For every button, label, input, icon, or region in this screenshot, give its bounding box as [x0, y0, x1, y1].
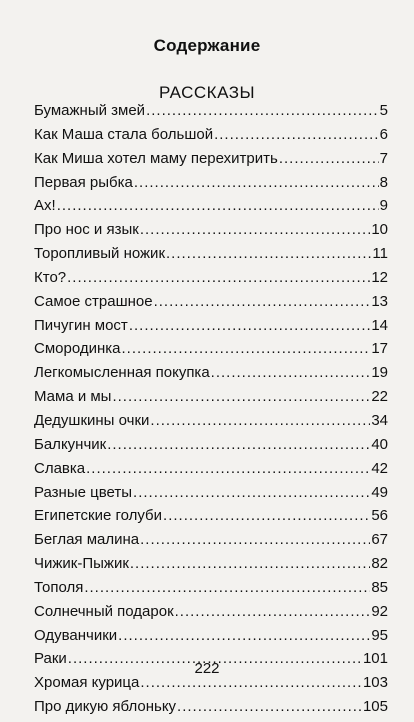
dot-leader: [177, 698, 362, 715]
toc-entry-page: 11: [372, 245, 388, 263]
toc-entry-title: Славка: [34, 459, 86, 477]
toc-entry-title: Легкомысленная покупка: [34, 364, 210, 382]
toc-entry-title: Тополя: [34, 578, 84, 596]
toc-entry-title: Первая рыбка: [34, 173, 133, 191]
toc-entry: [34, 245, 388, 269]
dot-leader: [67, 269, 370, 286]
toc-entry-page: 42: [371, 459, 388, 477]
toc-entry: [34, 364, 388, 388]
dot-leader: [57, 197, 379, 214]
toc-entry: [34, 507, 388, 531]
toc-entry-title: Разные цветы: [34, 483, 133, 501]
toc-entry-page: 40: [371, 435, 388, 453]
dot-leader: [140, 221, 370, 238]
toc-entry-title: Пичугин мост: [34, 316, 128, 334]
section-heading: РАССКАЗЫ: [158, 83, 256, 102]
dot-leader: [118, 627, 370, 644]
toc-entry-page: 103: [362, 674, 388, 692]
toc-entry-title: Торопливый ножик: [34, 245, 166, 263]
toc-entry-title: Мама и мы: [34, 388, 112, 406]
toc-entry: [34, 340, 388, 364]
dot-leader: [112, 388, 370, 405]
dot-leader: [133, 484, 370, 501]
toc-entry: [34, 197, 388, 221]
toc-entry-title: Про нос и язык: [34, 221, 139, 239]
toc-entry-title: Про дикую яблоньку: [34, 698, 177, 716]
toc-entry-title: Как Маша стала большой: [34, 125, 214, 143]
toc-entry: [34, 627, 388, 651]
toc-entry-page: 17: [371, 340, 388, 358]
dot-leader: [279, 150, 379, 167]
toc-entry-page: 10: [371, 221, 388, 239]
toc-entry-title: Дедушкины очки: [34, 411, 150, 429]
toc-entry-title: Кто?: [34, 268, 67, 286]
toc-entry: [34, 555, 388, 579]
toc-entry-title: Ах!: [34, 197, 56, 215]
dot-leader: [84, 579, 370, 596]
dot-leader: [146, 102, 379, 119]
toc-entry-title: Смородинка: [34, 340, 121, 358]
toc-entry-page: 49: [371, 483, 388, 501]
toc-entry: [34, 317, 388, 341]
toc-entry-title: Бумажный змей: [34, 102, 146, 119]
toc-entry-page: 6: [379, 125, 388, 143]
page-number: 222: [194, 660, 220, 677]
toc-entry-page: 105: [362, 698, 388, 716]
dot-leader: [163, 507, 370, 524]
toc-entry: [34, 293, 388, 317]
dot-leader: [214, 126, 379, 143]
toc-entry-page: 14: [371, 316, 388, 334]
toc-entry-page: 95: [371, 626, 388, 644]
toc-entry-page: 13: [371, 292, 388, 310]
toc-entry-page: 5: [379, 102, 388, 119]
toc-entry: [34, 269, 388, 293]
dot-leader: [134, 174, 379, 191]
toc-entry: [34, 460, 388, 484]
toc-entry-title: Беглая малина: [34, 531, 140, 549]
dot-leader: [86, 460, 370, 477]
toc-entry: [34, 698, 388, 722]
toc-entry-title: Балкунчик: [34, 435, 107, 453]
toc-entry-page: 19: [371, 364, 388, 382]
toc-entry-page: 92: [371, 602, 388, 620]
toc-entry-page: 7: [379, 149, 388, 167]
toc-entry: [34, 531, 388, 555]
toc-entry-title: Как Миша хотел маму перехитрить: [34, 149, 278, 167]
toc-entry-title: Раки: [34, 650, 67, 668]
toc-entry-page: 9: [379, 197, 388, 215]
toc-entry-page: 8: [379, 173, 388, 191]
dot-leader: [130, 555, 370, 572]
dot-leader: [107, 436, 370, 453]
toc-entry: [34, 126, 388, 150]
dot-leader: [150, 412, 370, 429]
toc-entry-page: 56: [371, 507, 388, 525]
toc-entry: [34, 388, 388, 412]
toc-entry-page: 85: [371, 578, 388, 596]
toc-entry: [34, 150, 388, 174]
table-of-contents: [34, 102, 388, 722]
toc-entry-title: Солнечный подарок: [34, 602, 174, 620]
toc-entry: [34, 579, 388, 603]
dot-leader: [211, 364, 371, 381]
dot-leader: [166, 245, 371, 262]
toc-entry: [34, 102, 388, 126]
toc-entry-title: Самое страшное: [34, 292, 153, 310]
dot-leader: [129, 317, 371, 334]
toc-entry-page: 101: [362, 650, 388, 668]
dot-leader: [140, 531, 370, 548]
toc-entry-page: 12: [371, 268, 388, 286]
toc-entry: [34, 436, 388, 460]
toc-entry: [34, 674, 388, 698]
toc-entry-title: Египетские голуби: [34, 507, 163, 525]
toc-entry-page: 22: [371, 388, 388, 406]
toc-entry-title: Хромая курица: [34, 674, 140, 692]
toc-entry: [34, 603, 388, 627]
toc-entry: [34, 412, 388, 436]
dot-leader: [122, 340, 371, 357]
dot-leader: [175, 603, 371, 620]
toc-entry-page: 82: [371, 555, 388, 573]
toc-entry-title: Одуванчики: [34, 626, 118, 644]
toc-entry-page: 34: [371, 411, 388, 429]
toc-entry-page: 67: [371, 531, 388, 549]
toc-entry: [34, 484, 388, 508]
toc-entry: [34, 221, 388, 245]
dot-leader: [154, 293, 371, 310]
contents-heading: Содержание: [153, 36, 261, 55]
toc-entry: [34, 174, 388, 198]
toc-entry-title: Чижик-Пыжик: [34, 555, 129, 573]
